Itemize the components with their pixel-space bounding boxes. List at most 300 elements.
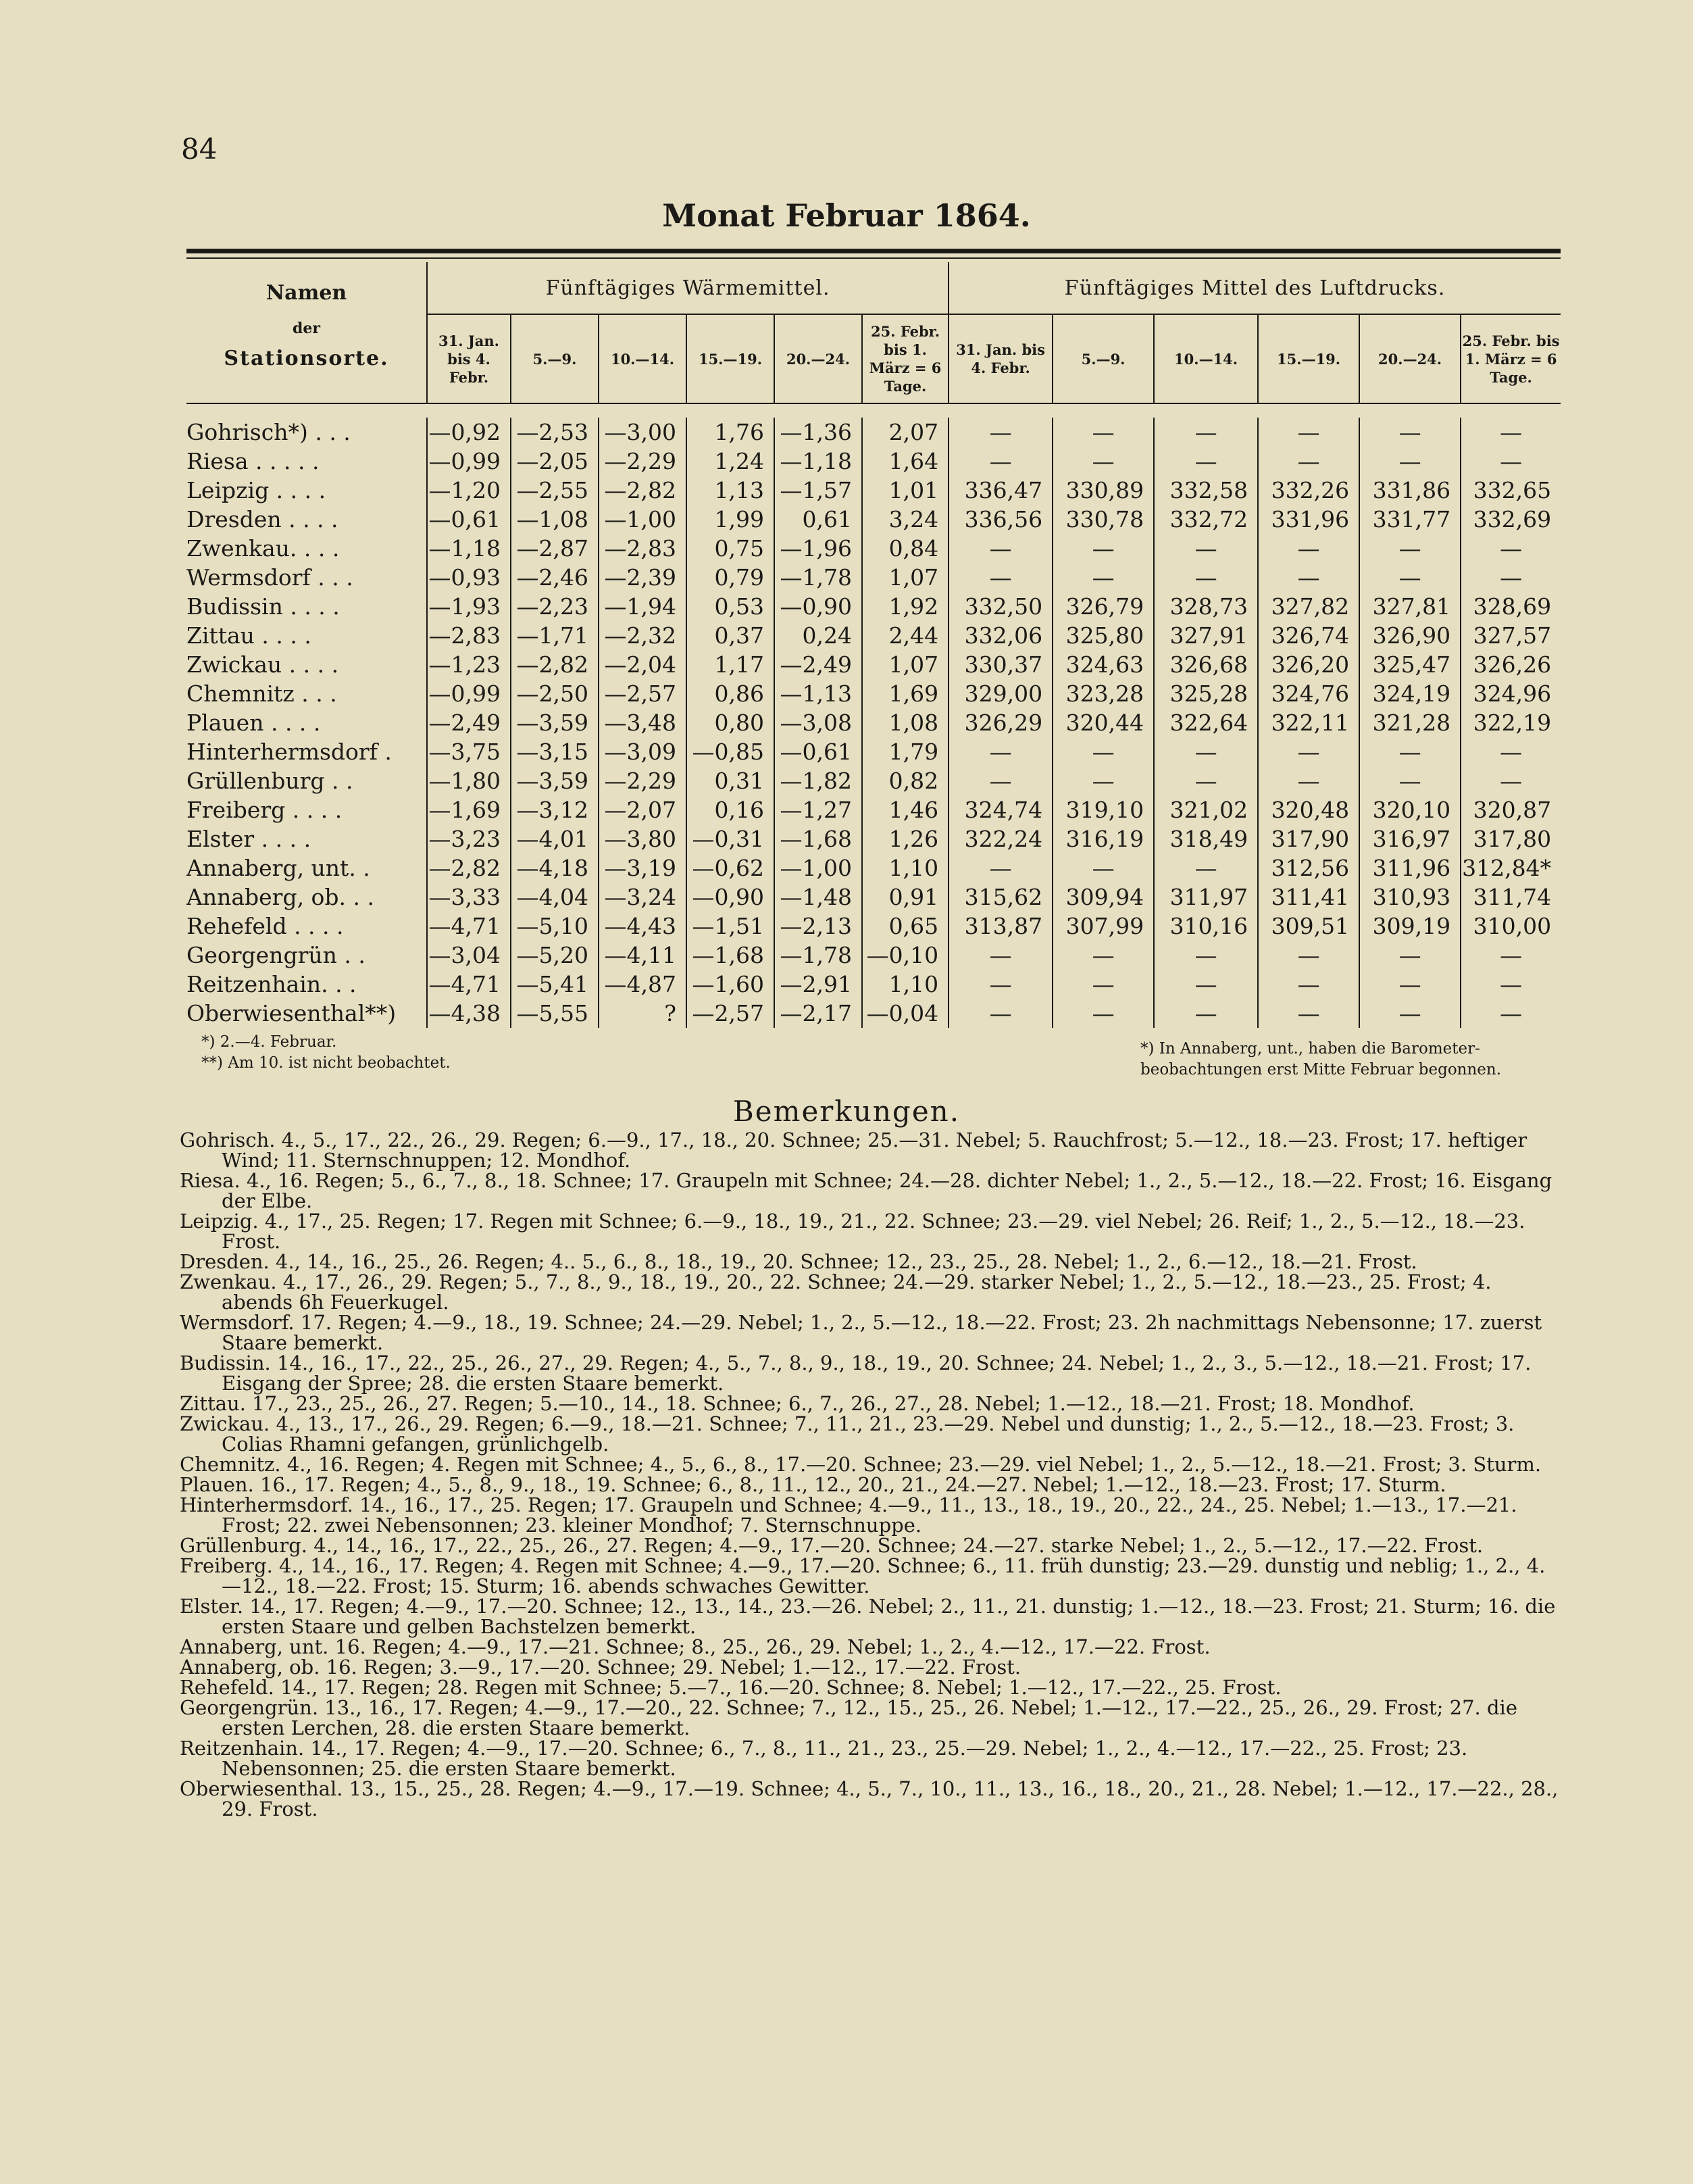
temperature-cell: 0,91 — [862, 883, 949, 912]
pressure-period-header: 31. Jan. bis 4. Febr. — [949, 314, 1053, 403]
table-row — [186, 621, 1561, 650]
temperature-cell: 1,07 — [862, 650, 949, 679]
remarks-list — [180, 1130, 1563, 1819]
pressure-cell: — — [1461, 737, 1561, 766]
remark-item — [180, 1779, 1563, 1819]
pressure-cell: 331,96 — [1258, 505, 1359, 534]
pressure-cell: — — [1154, 766, 1258, 795]
pressure-cell: 312,56 — [1258, 853, 1359, 883]
footnote-2: **) Am 10. ist nicht beobachtet. — [201, 1054, 451, 1072]
pressure-cell: — — [1258, 999, 1359, 1028]
names-header-1: Namen — [266, 281, 347, 305]
temperature-cell: —3,48 — [599, 708, 686, 737]
pressure-cell: — — [1461, 941, 1561, 970]
pressure-cell: — — [1258, 941, 1359, 970]
temperature-cell: —1,27 — [774, 795, 862, 824]
temperature-cell: —2,17 — [774, 999, 862, 1028]
table-row — [186, 592, 1561, 621]
pressure-cell: 320,87 — [1461, 795, 1561, 824]
remark-text: 14., 17. Regen; 4.—9., 17.—20. Schnee; 12., 13., 14., 23.—26. Nebel; 2., 11., 21. dunstig; 1.—12., 18.—23. Frost; 21. Sturm; 16. die ersten Staare und gelben Bachstelzen bemerkt. — [222, 1595, 1556, 1638]
remark-text: 14., 16., 17., 22., 25., 26., 27., 29. Regen; 4., 5., 7., 8., 9., 18., 19., 20. Schnee; 24. Nebel; 1., 2., 3., 5.—12., 18.—21. Frost; 17. Eisgang der Spree; 28. die ersten Staare bemerkt. — [222, 1351, 1532, 1395]
pressure-cell: 313,87 — [949, 912, 1053, 941]
temperature-cell: —2,57 — [686, 999, 774, 1028]
temperature-cell: —1,60 — [686, 970, 774, 999]
remark-text: 14., 17. Regen; 4.—9., 17.—20. Schnee; 6., 7., 8., 11., 21., 23., 25.—29. Nebel; 1., 2., 4.—12., 17.—22., 25. Frost; 23. Nebensonnen; 25. die ersten Staare bemerkt. — [222, 1737, 1468, 1780]
station-name: Grüllenburg . . — [186, 768, 353, 794]
table-row — [186, 766, 1561, 795]
pressure-cell: — — [1258, 418, 1359, 447]
remark-text: 13., 15., 25., 28. Regen; 4.—9., 17.—19. Schnee; 4., 5., 7., 10., 11., 13., 16., 18., 20., 21., 28. Nebel; 1.—12., 17.—22., 28., 29. Frost. — [222, 1777, 1559, 1820]
temperature-cell: 1,10 — [862, 853, 949, 883]
station-name: Reitzenhain. . . — [186, 971, 357, 997]
remark-station: Elster. — [180, 1595, 244, 1618]
temperature-cell: —2,29 — [599, 766, 686, 795]
pressure-cell: 330,78 — [1053, 505, 1154, 534]
remark-station: Georgengrün. — [180, 1696, 319, 1719]
temperature-cell: —3,33 — [427, 883, 511, 912]
station-name: Rehefeld . . . . — [186, 913, 344, 939]
pressure-cell: — — [1154, 418, 1258, 447]
pressure-cell: — — [1154, 999, 1258, 1028]
footnote-right — [1140, 1039, 1501, 1081]
table-body — [186, 418, 1561, 1028]
table-row — [186, 563, 1561, 592]
pressure-cell: 330,89 — [1053, 476, 1154, 505]
pressure-cell: — — [949, 737, 1053, 766]
pressure-cell: 326,20 — [1258, 650, 1359, 679]
temperature-cell: 0,80 — [686, 708, 774, 737]
remark-item — [180, 1211, 1563, 1251]
temperature-cell: —4,04 — [511, 883, 599, 912]
temperature-cell: —1,80 — [427, 766, 511, 795]
remark-station: Leipzig. — [180, 1210, 259, 1233]
temperature-cell: —5,41 — [511, 970, 599, 999]
remark-text: 4., 16. Regen; 5., 6., 7., 8., 18. Schnee; 17. Graupeln mit Schnee; 24.—28. dichter Nebel; 1., 2., 5.—12., 18.—22. Frost; 16. Eisgang der Elbe. — [222, 1169, 1552, 1212]
table-row — [186, 650, 1561, 679]
pressure-cell: — — [949, 447, 1053, 476]
remark-text: 4., 5., 17., 22., 26., 29. Regen; 6.—9., 17., 18., 20. Schnee; 25.—31. Nebel; 5. Rauchfrost; 5.—12., 18.—23. Frost; 17. heftiger Wind; 11. Sternschnuppen; 12. Mondhof. — [222, 1128, 1527, 1172]
temperature-cell: —2,87 — [511, 534, 599, 563]
pressure-cell: 324,19 — [1359, 679, 1461, 708]
pressure-cell: 322,19 — [1461, 708, 1561, 737]
pressure-cell: 326,90 — [1359, 621, 1461, 650]
pressure-period-header: 10.—14. — [1154, 314, 1258, 403]
temperature-cell: —1,36 — [774, 418, 862, 447]
table-row — [186, 795, 1561, 824]
pressure-cell: — — [1154, 853, 1258, 883]
temperature-cell: 1,92 — [862, 592, 949, 621]
table-row — [186, 476, 1561, 505]
remark-text: 16. Regen; 3.—9., 17.—20. Schnee; 29. Nebel; 1.—12., 17.—22. Frost. — [320, 1656, 1021, 1679]
temperature-cell: —0,99 — [427, 447, 511, 476]
station-name: Plauen . . . . — [186, 710, 321, 736]
pressure-cell: — — [949, 999, 1053, 1028]
remark-text: 16., 17. Regen; 4., 5., 8., 9., 18., 19. Schnee; 6., 8., 11., 12., 20., 21., 24.—27. Nebel; 1.—12., 18.—23. Frost; 17. Sturm. — [253, 1473, 1446, 1496]
pressure-cell: 331,86 — [1359, 476, 1461, 505]
data-table — [186, 262, 1561, 1028]
remark-item — [180, 1353, 1563, 1393]
remark-station: Zittau. — [180, 1392, 246, 1415]
pressure-cell: 310,16 — [1154, 912, 1258, 941]
pressure-cell: 321,02 — [1154, 795, 1258, 824]
pressure-cell: — — [1258, 447, 1359, 476]
temperature-cell: —2,83 — [427, 621, 511, 650]
remark-station: Plauen. — [180, 1473, 254, 1496]
temperature-cell: —1,00 — [774, 853, 862, 883]
temperature-cell: 1,07 — [862, 563, 949, 592]
temperature-cell: 0,79 — [686, 563, 774, 592]
temperature-period-header: 10.—14. — [599, 314, 686, 403]
temperature-cell: —2,55 — [511, 476, 599, 505]
remark-item — [180, 1657, 1563, 1677]
pressure-cell: — — [949, 534, 1053, 563]
temperature-cell: —2,83 — [599, 534, 686, 563]
station-name: Annaberg, ob. . . — [186, 884, 374, 910]
temperature-cell: —2,23 — [511, 592, 599, 621]
pressure-cell: 317,80 — [1461, 824, 1561, 853]
pressure-cell: — — [1461, 534, 1561, 563]
temperature-cell: —3,08 — [774, 708, 862, 737]
temperature-cell: —3,75 — [427, 737, 511, 766]
temperature-cell: —2,91 — [774, 970, 862, 999]
temperature-period-header: 5.—9. — [511, 314, 599, 403]
temperature-cell: —1,48 — [774, 883, 862, 912]
pressure-cell: 328,69 — [1461, 592, 1561, 621]
remark-item — [180, 1272, 1563, 1312]
pressure-cell: 326,74 — [1258, 621, 1359, 650]
remarks-title: Bemerkungen. — [732, 1095, 961, 1128]
station-name: Leipzig . . . . — [186, 477, 326, 503]
remark-station: Grüllenburg. — [180, 1534, 307, 1557]
names-header-2: der — [293, 320, 320, 337]
temperature-cell: —2,57 — [599, 679, 686, 708]
pressure-cell: 324,74 — [949, 795, 1053, 824]
station-name: Hinterhermsdorf . — [186, 739, 392, 765]
pressure-cell: 324,76 — [1258, 679, 1359, 708]
temperature-cell: —3,15 — [511, 737, 599, 766]
pressure-cell: — — [1461, 766, 1561, 795]
pressure-cell: 312,84* — [1461, 853, 1561, 883]
pressure-cell: 324,96 — [1461, 679, 1561, 708]
temperature-cell: —0,85 — [686, 737, 774, 766]
pressure-period-header: 15.—19. — [1258, 314, 1359, 403]
table-row — [186, 679, 1561, 708]
table-row — [186, 447, 1561, 476]
pressure-cell: — — [1053, 999, 1154, 1028]
remark-item — [180, 1393, 1563, 1414]
table-row — [186, 970, 1561, 999]
station-name: Georgengrün . . — [186, 942, 365, 968]
station-name: Elster . . . . — [186, 826, 311, 852]
station-name: Zwickau . . . . — [186, 651, 339, 678]
temperature-cell: —2,05 — [511, 447, 599, 476]
temperature-cell: —2,82 — [427, 853, 511, 883]
remark-item — [180, 1474, 1563, 1495]
temperature-cell: —1,23 — [427, 650, 511, 679]
remark-item — [180, 1414, 1563, 1454]
temperature-cell: —1,78 — [774, 563, 862, 592]
pressure-cell: — — [949, 418, 1053, 447]
temperature-cell: 1,13 — [686, 476, 774, 505]
pressure-cell: 336,56 — [949, 505, 1053, 534]
remark-text: 4., 14., 16., 17. Regen; 4. Regen mit Schnee; 4.—9., 17.—20. Schnee; 6., 11. früh dunstig; 23.—29. dunstig und neblig; 1., 2., 4.—12., 18.—22. Frost; 15. Sturm; 16. abends schwaches Gewitter. — [222, 1554, 1546, 1597]
remark-item — [180, 1251, 1563, 1272]
temperature-period-header: 25. Febr. bis 1. März = 6 Tage. — [862, 314, 949, 403]
temperature-cell: —5,55 — [511, 999, 599, 1028]
pressure-cell: 328,73 — [1154, 592, 1258, 621]
remark-item — [180, 1130, 1563, 1170]
pressure-cell: 332,26 — [1258, 476, 1359, 505]
temperature-cell: —1,20 — [427, 476, 511, 505]
temperature-cell: —5,20 — [511, 941, 599, 970]
pressure-cell: 322,64 — [1154, 708, 1258, 737]
remark-station: Riesa. — [180, 1169, 241, 1192]
temperature-cell: 1,69 — [862, 679, 949, 708]
pressure-cell: — — [1154, 534, 1258, 563]
remark-station: Wermsdorf. — [180, 1311, 295, 1334]
temperature-cell: —2,39 — [599, 563, 686, 592]
footnotes-left — [201, 1032, 451, 1074]
remark-text: 17. Regen; 4.—9., 18., 19. Schnee; 24.—29. Nebel; 1., 2., 5.—12., 18.—22. Frost; 23. 2h nachmittags Nebensonne; 17. zuerst Staare bemerkt. — [222, 1311, 1542, 1354]
pressure-cell: — — [1461, 447, 1561, 476]
remark-item — [180, 1637, 1563, 1657]
pressure-cell: 327,81 — [1359, 592, 1461, 621]
temperature-cell: 1,46 — [862, 795, 949, 824]
pressure-cell: — — [1053, 766, 1154, 795]
pressure-cell: 320,44 — [1053, 708, 1154, 737]
pressure-cell: 311,96 — [1359, 853, 1461, 883]
remark-text: 4., 14., 16., 25., 26. Regen; 4.. 5., 6., 8., 18., 19., 20. Schnee; 12., 23., 25., 28. Nebel; 1., 2., 6.—12., 18.—21. Frost. — [269, 1250, 1417, 1273]
temperature-cell: —0,31 — [686, 824, 774, 853]
table-row — [186, 737, 1561, 766]
remark-text: 17., 23., 25., 26., 27. Regen; 5.—10., 14., 18. Schnee; 6., 7., 26., 27., 28. Nebel; 1.—12., 18.—21. Frost; 18. Mondhof. — [245, 1392, 1415, 1415]
pressure-cell: — — [1258, 534, 1359, 563]
table-row — [186, 883, 1561, 912]
remark-text: 16. Regen; 4.—9., 17.—21. Schnee; 8., 25., 26., 29. Nebel; 1., 2., 4.—12., 17.—22. Frost. — [328, 1635, 1211, 1658]
temperature-cell: —3,80 — [599, 824, 686, 853]
remark-text: 4., 17., 26., 29. Regen; 5., 7., 8., 9., 18., 19., 20., 22. Schnee; 24.—29. starker Nebel; 1., 2., 5.—12., 18.—23., 25. Frost; 4. abends 6h Feuerkugel. — [222, 1270, 1492, 1314]
remark-item — [180, 1738, 1563, 1779]
pressure-cell: 332,65 — [1461, 476, 1561, 505]
temperature-cell: —3,09 — [599, 737, 686, 766]
temperature-cell: —0,10 — [862, 941, 949, 970]
temperature-cell: 1,76 — [686, 418, 774, 447]
temperature-cell: —1,93 — [427, 592, 511, 621]
pressure-cell: — — [1359, 737, 1461, 766]
temperature-cell: 1,99 — [686, 505, 774, 534]
pressure-cell: 332,50 — [949, 592, 1053, 621]
remark-item — [180, 1596, 1563, 1637]
pressure-cell: 332,72 — [1154, 505, 1258, 534]
pressure-cell: — — [1258, 563, 1359, 592]
pressure-cell: 309,51 — [1258, 912, 1359, 941]
temperature-cell: —4,38 — [427, 999, 511, 1028]
temperature-cell: 0,82 — [862, 766, 949, 795]
pressure-cell: — — [1258, 970, 1359, 999]
temperature-cell: —1,13 — [774, 679, 862, 708]
temperature-cell: —2,49 — [774, 650, 862, 679]
table-row — [186, 418, 1561, 447]
station-name: Chemnitz . . . — [186, 680, 337, 707]
temperature-cell: —1,57 — [774, 476, 862, 505]
remark-item — [180, 1556, 1563, 1596]
temperature-cell: 1,17 — [686, 650, 774, 679]
pressure-cell: — — [1053, 534, 1154, 563]
pressure-cell: — — [949, 941, 1053, 970]
temperature-cell: 1,01 — [862, 476, 949, 505]
pressure-cell: — — [1359, 534, 1461, 563]
pressure-cell: 310,93 — [1359, 883, 1461, 912]
remark-item — [180, 1170, 1563, 1211]
temperature-cell: —4,71 — [427, 970, 511, 999]
temperature-cell: —1,78 — [774, 941, 862, 970]
remark-station: Chemnitz. — [180, 1453, 281, 1476]
pressure-cell: 336,47 — [949, 476, 1053, 505]
temperature-cell: —3,59 — [511, 766, 599, 795]
pressure-cell: — — [949, 766, 1053, 795]
temperature-cell: —1,68 — [774, 824, 862, 853]
table-row — [186, 999, 1561, 1028]
temperature-cell: 1,08 — [862, 708, 949, 737]
pressure-cell: 327,57 — [1461, 621, 1561, 650]
temperature-cell: —2,04 — [599, 650, 686, 679]
pressure-cell: 325,47 — [1359, 650, 1461, 679]
pressure-cell: — — [949, 563, 1053, 592]
remark-text: 14., 17. Regen; 28. Regen mit Schnee; 5.—7., 16.—20. Schnee; 8. Nebel; 1.—12., 17.—22., 25. Frost. — [274, 1676, 1282, 1699]
footnote-right-2: beobachtungen erst Mitte Februar begonnen. — [1140, 1061, 1502, 1078]
temperature-cell: 3,24 — [862, 505, 949, 534]
temperature-cell: —0,04 — [862, 999, 949, 1028]
temperature-cell: —0,99 — [427, 679, 511, 708]
temperature-cell: —1,18 — [427, 534, 511, 563]
remark-station: Reitzenhain. — [180, 1737, 305, 1760]
temperature-cell: —4,87 — [599, 970, 686, 999]
remark-station: Gohrisch. — [180, 1128, 276, 1151]
table-row — [186, 505, 1561, 534]
temperature-cell: 0,75 — [686, 534, 774, 563]
remark-item — [180, 1677, 1563, 1697]
temperature-cell: 0,65 — [862, 912, 949, 941]
remark-item — [180, 1495, 1563, 1535]
temperature-cell: 0,84 — [862, 534, 949, 563]
remark-station: Hinterhermsdorf. — [180, 1493, 353, 1516]
pressure-period-header: 5.—9. — [1053, 314, 1154, 403]
table-row — [186, 941, 1561, 970]
pressure-cell: 332,58 — [1154, 476, 1258, 505]
pressure-cell: 316,97 — [1359, 824, 1461, 853]
temperature-cell: —1,68 — [686, 941, 774, 970]
temperature-cell: 0,24 — [774, 621, 862, 650]
temperature-cell: —2,13 — [774, 912, 862, 941]
remark-station: Freiberg. — [180, 1554, 273, 1577]
station-name: Riesa . . . . . — [186, 448, 320, 474]
temperature-cell: —0,93 — [427, 563, 511, 592]
remark-text: 4., 17., 25. Regen; 17. Regen mit Schnee; 6.—9., 18., 19., 21., 22. Schnee; 23.—29. viel Nebel; 26. Reif; 1., 2., 5.—12., 18.—23. Frost. — [222, 1210, 1525, 1253]
pressure-cell: — — [1359, 970, 1461, 999]
remark-text: 4., 16. Regen; 4. Regen mit Schnee; 4., 5., 6., 8., 17.—20. Schnee; 23.—29. viel Nebel; 1., 2., 5.—12., 18.—21. Frost; 3. Sturm. — [280, 1453, 1542, 1476]
pressure-cell: — — [1359, 418, 1461, 447]
pressure-cell: 326,68 — [1154, 650, 1258, 679]
pressure-cell: 322,11 — [1258, 708, 1359, 737]
remark-item — [180, 1697, 1563, 1738]
temperature-cell: ? — [599, 999, 686, 1028]
temperature-cell: 0,37 — [686, 621, 774, 650]
remark-text: 4., 13., 17., 26., 29. Regen; 6.—9., 18.—21. Schnee; 7., 11., 21., 23.—29. Nebel und dunstig; 1., 2., 5.—12., 18.—23. Frost; 3. Colias Rhamni gefangen, grünlichgelb. — [222, 1412, 1515, 1456]
pressure-cell: — — [1154, 563, 1258, 592]
header-rule-thin — [186, 257, 1561, 259]
group-header-pressure: Fünftägiges Mittel des Luftdrucks. — [949, 262, 1561, 314]
temperature-cell: —4,11 — [599, 941, 686, 970]
footnote-1: *) 2.—4. Februar. — [201, 1033, 337, 1051]
pressure-cell: 320,10 — [1359, 795, 1461, 824]
pressure-cell: — — [1154, 447, 1258, 476]
temperature-cell: —1,18 — [774, 447, 862, 476]
pressure-cell: — — [1154, 941, 1258, 970]
temperature-cell: 1,26 — [862, 824, 949, 853]
station-name: Zittau . . . . — [186, 622, 311, 649]
remark-item — [180, 1535, 1563, 1556]
table-row — [186, 912, 1561, 941]
temperature-cell: —3,19 — [599, 853, 686, 883]
remark-station: Oberwiesenthal. — [180, 1777, 343, 1800]
page-title: Monat Februar 1864. — [662, 197, 1031, 234]
temperature-cell: 1,24 — [686, 447, 774, 476]
temperature-cell: —2,07 — [599, 795, 686, 824]
pressure-cell: — — [949, 970, 1053, 999]
temperature-cell: —4,71 — [427, 912, 511, 941]
remark-station: Zwenkau. — [180, 1270, 277, 1293]
pressure-cell: — — [1053, 418, 1154, 447]
pressure-cell: — — [1461, 563, 1561, 592]
temperature-cell: 0,61 — [774, 505, 862, 534]
pressure-cell: 311,41 — [1258, 883, 1359, 912]
station-name: Budissin . . . . — [186, 593, 340, 620]
pressure-cell: 327,82 — [1258, 592, 1359, 621]
temperature-cell: 1,10 — [862, 970, 949, 999]
remark-station: Dresden. — [180, 1250, 270, 1273]
pressure-cell: — — [1359, 563, 1461, 592]
temperature-cell: 2,44 — [862, 621, 949, 650]
pressure-cell: 316,19 — [1053, 824, 1154, 853]
temperature-cell: 0,31 — [686, 766, 774, 795]
temperature-cell: 0,53 — [686, 592, 774, 621]
remark-text: 13., 16., 17. Regen; 4.—9., 17.—20., 22. Schnee; 7., 12., 15., 25., 26. Nebel; 1.—12., 17.—22., 25., 26., 29. Frost; 27. die ersten Lerchen, 28. die ersten Staare bemerkt. — [222, 1696, 1517, 1739]
pressure-cell: 324,63 — [1053, 650, 1154, 679]
temperature-cell: —2,29 — [599, 447, 686, 476]
temperature-cell: —1,69 — [427, 795, 511, 824]
pressure-cell: — — [1258, 737, 1359, 766]
pressure-cell: 317,90 — [1258, 824, 1359, 853]
pressure-cell: 311,97 — [1154, 883, 1258, 912]
temperature-cell: —3,23 — [427, 824, 511, 853]
pressure-cell: — — [1154, 970, 1258, 999]
pressure-cell: — — [1461, 999, 1561, 1028]
pressure-cell: 309,94 — [1053, 883, 1154, 912]
remark-text: 14., 16., 17., 25. Regen; 17. Graupeln und Schnee; 4.—9., 11., 13., 18., 19., 20., 22., 24., 25. Nebel; 1.—13., 17.—21. Frost; 22. zwei Nebensonnen; 23. kleiner Mondhof; 7. Sternschnuppe. — [222, 1493, 1517, 1537]
remark-item — [180, 1454, 1563, 1474]
pressure-cell: 309,19 — [1359, 912, 1461, 941]
temperature-cell: —1,08 — [511, 505, 599, 534]
temperature-cell: —0,92 — [427, 418, 511, 447]
pressure-cell: — — [1258, 766, 1359, 795]
temperature-cell: —3,24 — [599, 883, 686, 912]
temperature-cell: —2,82 — [599, 476, 686, 505]
station-name: Gohrisch*) . . . — [186, 419, 351, 445]
pressure-cell: 326,79 — [1053, 592, 1154, 621]
pressure-cell: 321,28 — [1359, 708, 1461, 737]
temperature-cell: —1,51 — [686, 912, 774, 941]
pressure-cell: 322,24 — [949, 824, 1053, 853]
